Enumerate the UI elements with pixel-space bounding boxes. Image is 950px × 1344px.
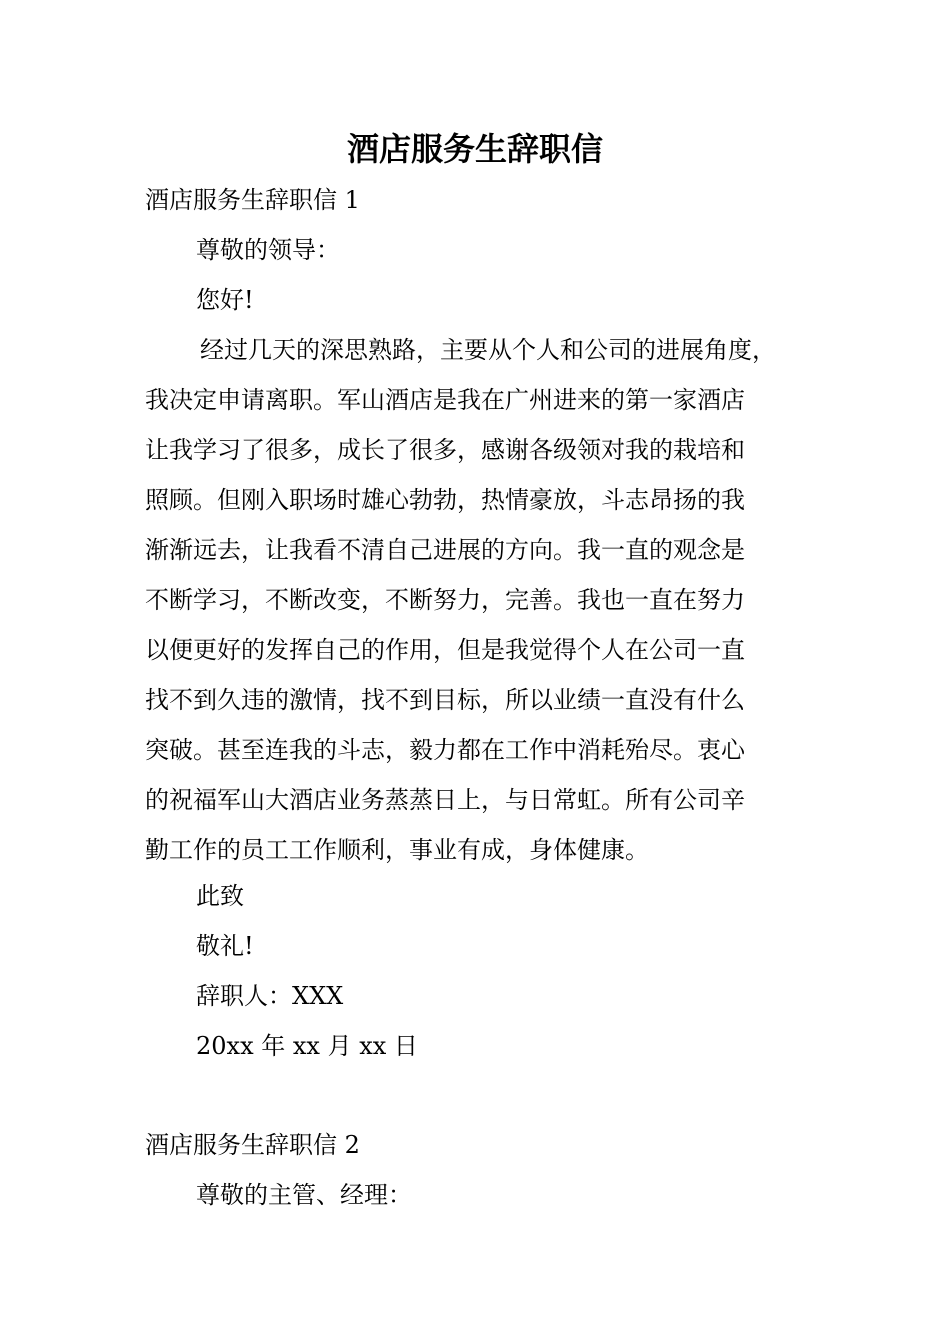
section1-body — [145, 325, 835, 875]
section1-regards: 敬礼! — [196, 932, 254, 960]
body-line: 让我学习了很多，成长了很多，感谢各级领对我的栽培和 — [145, 436, 745, 464]
section1-date: 20xx 年 xx 月 xx 日 — [196, 1032, 418, 1060]
section1-heading: 酒店服务生辞职信 1 — [145, 186, 360, 214]
document-title: 酒店服务生辞职信 — [346, 130, 603, 168]
body-line: 勤工作的员工工作顺利，事业有成，身体健康。 — [145, 836, 649, 864]
section1-closing: 此致 — [196, 882, 244, 910]
body-line: 经过几天的深思熟路，主要从个人和公司的进展角度， — [200, 336, 776, 364]
section2-heading: 酒店服务生辞职信 2 — [145, 1131, 360, 1159]
body-line: 找不到久违的激情，找不到目标，所以业绩一直没有什么 — [145, 686, 745, 714]
body-line: 不断学习，不断改变，不断努力，完善。我也一直在努力 — [145, 586, 745, 614]
section1-salutation: 尊敬的领导： — [196, 236, 340, 264]
body-line: 以便更好的发挥自己的作用，但是我觉得个人在公司一直 — [145, 636, 745, 664]
body-line: 我决定申请离职。军山酒店是我在广州进来的第一家酒店 — [145, 386, 745, 414]
body-line: 突破。甚至连我的斗志，毅力都在工作中消耗殆尽。衷心 — [145, 736, 745, 764]
body-line: 的祝福军山大酒店业务蒸蒸日上，与日常虹。所有公司辛 — [145, 786, 745, 814]
section2-salutation: 尊敬的主管、经理： — [196, 1181, 412, 1209]
body-line: 照顾。但刚入职场时雄心勃勃，热情豪放，斗志昂扬的我 — [145, 486, 745, 514]
section1-signer: 辞职人：XXX — [196, 982, 344, 1010]
body-line: 渐渐远去，让我看不清自己进展的方向。我一直的观念是 — [145, 536, 745, 564]
section1-greeting: 您好! — [196, 286, 254, 314]
